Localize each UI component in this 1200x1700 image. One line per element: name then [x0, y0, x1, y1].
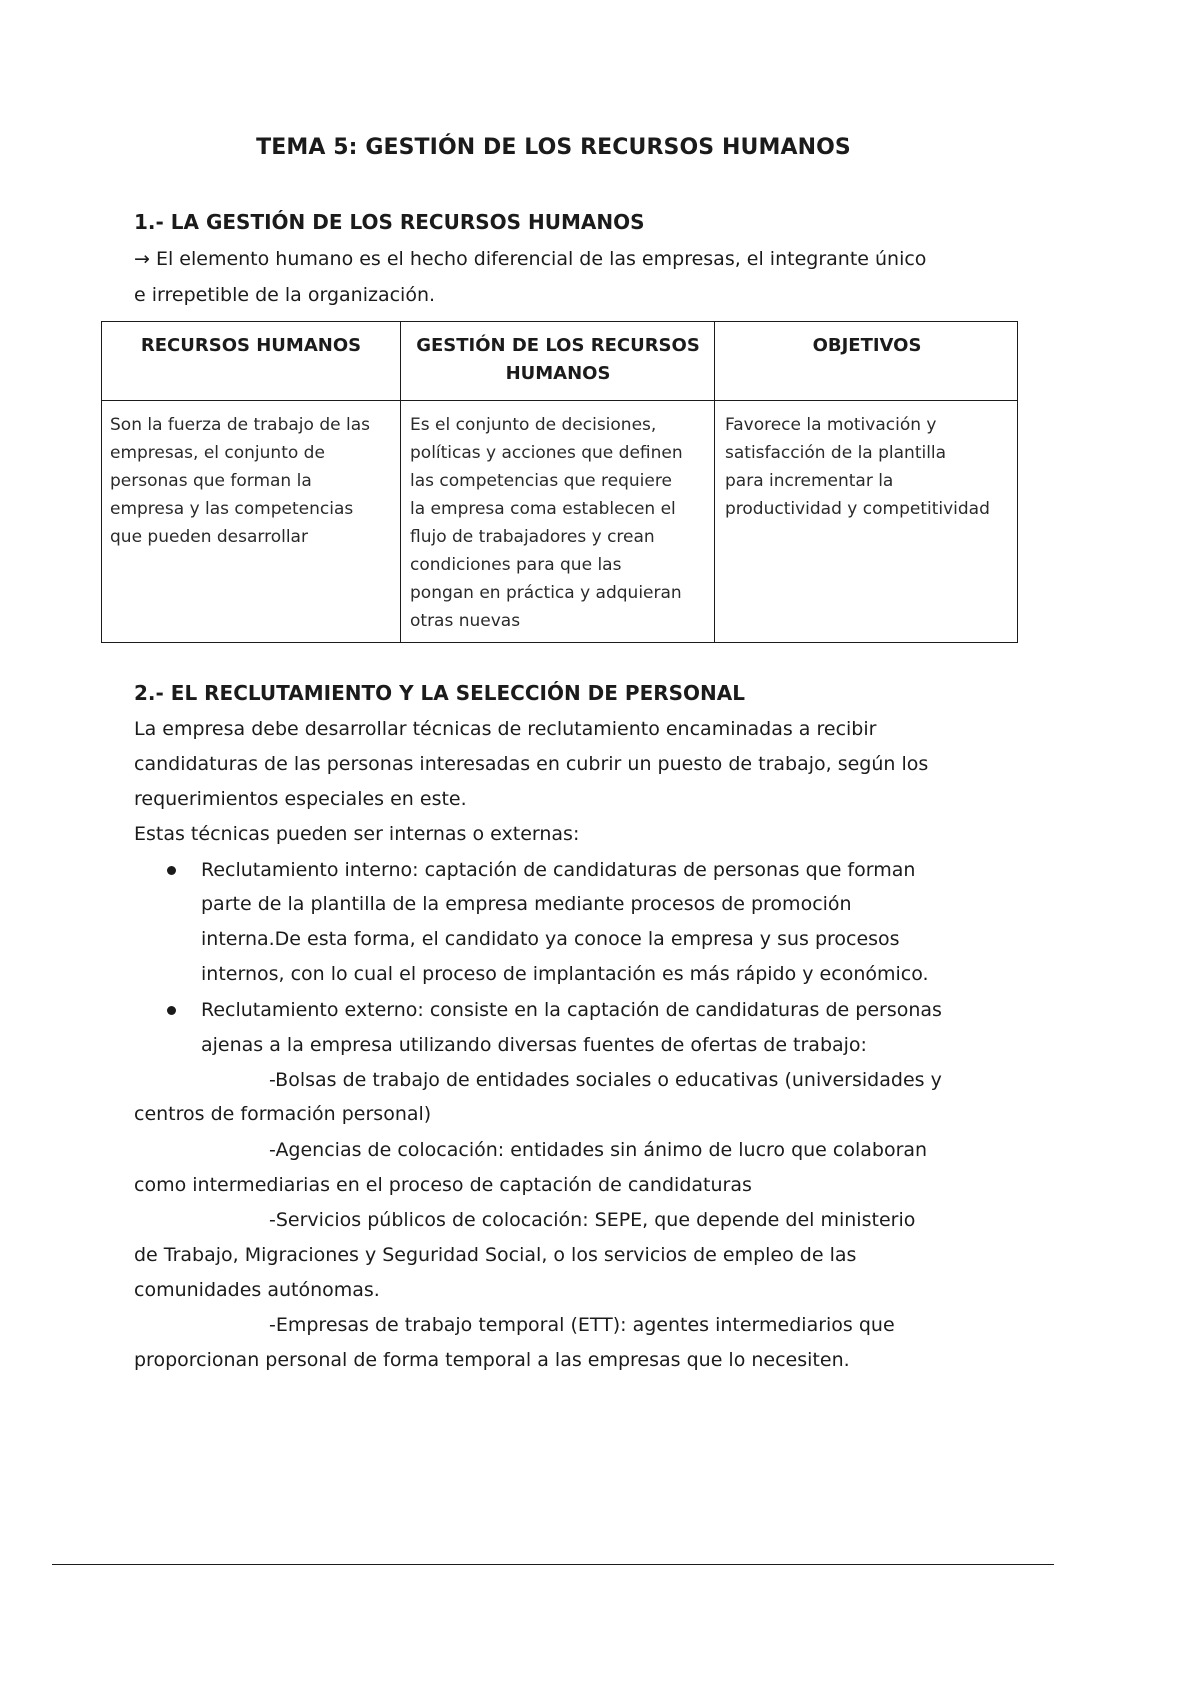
source-ett-line: -Empresas de trabajo temporal (ETT): agentes intermediarios que	[269, 1314, 895, 1336]
table-cell-line: pongan en práctica y adquieran	[410, 583, 682, 603]
table-cell-line: Es el conjunto de decisiones,	[410, 415, 657, 435]
table-cell-line: personas que forman la	[110, 471, 312, 491]
bullet-dot	[167, 1006, 176, 1015]
footer-rule	[52, 1564, 1054, 1565]
table-header-objetivos	[716, 332, 1018, 360]
table-cell-line: flujo de trabajadores y crean	[410, 527, 655, 547]
table-cell-line: empresa y las competencias	[110, 499, 354, 519]
table-column-divider	[400, 322, 401, 642]
source-agencias-line: como intermediarias en el proceso de captación de candidaturas	[134, 1174, 752, 1196]
table-column-divider	[714, 322, 715, 642]
source-servicios-line: comunidades autónomas.	[134, 1279, 380, 1301]
table-cell-line: para incrementar la	[725, 471, 894, 491]
source-bolsas-line: centros de formación personal)	[134, 1103, 432, 1125]
source-ett-line: proporcionan personal de forma temporal a las empresas que lo necesiten.	[134, 1349, 850, 1371]
bullet-internal-line: internos, con lo cual el proceso de implantación es más rápido y económico.	[201, 963, 929, 985]
table-header-line: OBJETIVOS	[812, 335, 922, 356]
section-2-paragraph-line: Estas técnicas pueden ser internas o externas:	[134, 823, 580, 845]
table-cell-line: otras nuevas	[410, 611, 521, 631]
table-cell-line: productividad y competitividad	[725, 499, 990, 519]
source-agencias-line: -Agencias de colocación: entidades sin ánimo de lucro que colaboran	[269, 1139, 928, 1161]
source-servicios-line: de Trabajo, Migraciones y Seguridad Social, o los servicios de empleo de las	[134, 1244, 857, 1266]
bullet-external-line: ajenas a la empresa utilizando diversas fuentes de ofertas de trabajo:	[201, 1034, 867, 1056]
section-1-intro-line: → El elemento humano es el hecho diferencial de las empresas, el integrante único	[134, 248, 927, 270]
source-servicios-line: -Servicios públicos de colocación: SEPE, que depende del ministerio	[269, 1209, 916, 1231]
bullet-dot	[167, 866, 176, 875]
table-header-line: GESTIÓN DE LOS RECURSOS	[416, 335, 700, 356]
section-2-paragraph-line: requerimientos especiales en este.	[134, 788, 467, 810]
bullet-internal-line: parte de la plantilla de la empresa mediante procesos de promoción	[201, 893, 852, 915]
table-cell-line: Favorece la motivación y	[725, 415, 937, 435]
table-cell-recursos-humanos	[110, 411, 370, 551]
table-header-line: HUMANOS	[505, 363, 611, 384]
table-header-gestion	[402, 332, 714, 388]
section-2-paragraph-line: La empresa debe desarrollar técnicas de reclutamiento encaminadas a recibir	[134, 718, 877, 740]
section-2-paragraph-line: candidaturas de las personas interesadas en cubrir un puesto de trabajo, según los	[134, 753, 929, 775]
table-cell-line: políticas y acciones que definen	[410, 443, 683, 463]
table-cell-line: condiciones para que las	[410, 555, 622, 575]
table-cell-line: empresas, el conjunto de	[110, 443, 325, 463]
page-title: TEMA 5: GESTIÓN DE LOS RECURSOS HUMANOS	[256, 135, 851, 160]
table-cell-line: que pueden desarrollar	[110, 527, 308, 547]
hr-comparison-table	[101, 321, 1018, 643]
source-bolsas-line: -Bolsas de trabajo de entidades sociales o educativas (universidades y	[269, 1069, 942, 1091]
bullet-internal-line: Reclutamiento interno: captación de candidaturas de personas que forman	[201, 859, 916, 881]
table-cell-line: satisfacción de la plantilla	[725, 443, 947, 463]
table-header-recursos-humanos	[102, 332, 400, 360]
section-1-intro-line: e irrepetible de la organización.	[134, 284, 436, 306]
table-cell-line: Son la fuerza de trabajo de las	[110, 415, 370, 435]
table-header-divider	[102, 400, 1017, 401]
bullet-internal-line: interna.De esta forma, el candidato ya conoce la empresa y sus procesos	[201, 928, 900, 950]
table-header-line: RECURSOS HUMANOS	[140, 335, 362, 356]
bullet-external-line: Reclutamiento externo: consiste en la captación de candidaturas de personas	[201, 999, 942, 1021]
table-cell-line: la empresa coma establecen el	[410, 499, 676, 519]
section-2-heading: 2.- EL RECLUTAMIENTO Y LA SELECCIÓN DE PERSONAL	[134, 681, 745, 705]
table-cell-gestion	[410, 411, 683, 635]
section-1-heading: 1.- LA GESTIÓN DE LOS RECURSOS HUMANOS	[134, 210, 645, 234]
table-cell-line: las competencias que requiere	[410, 471, 672, 491]
table-cell-objetivos	[725, 411, 990, 523]
